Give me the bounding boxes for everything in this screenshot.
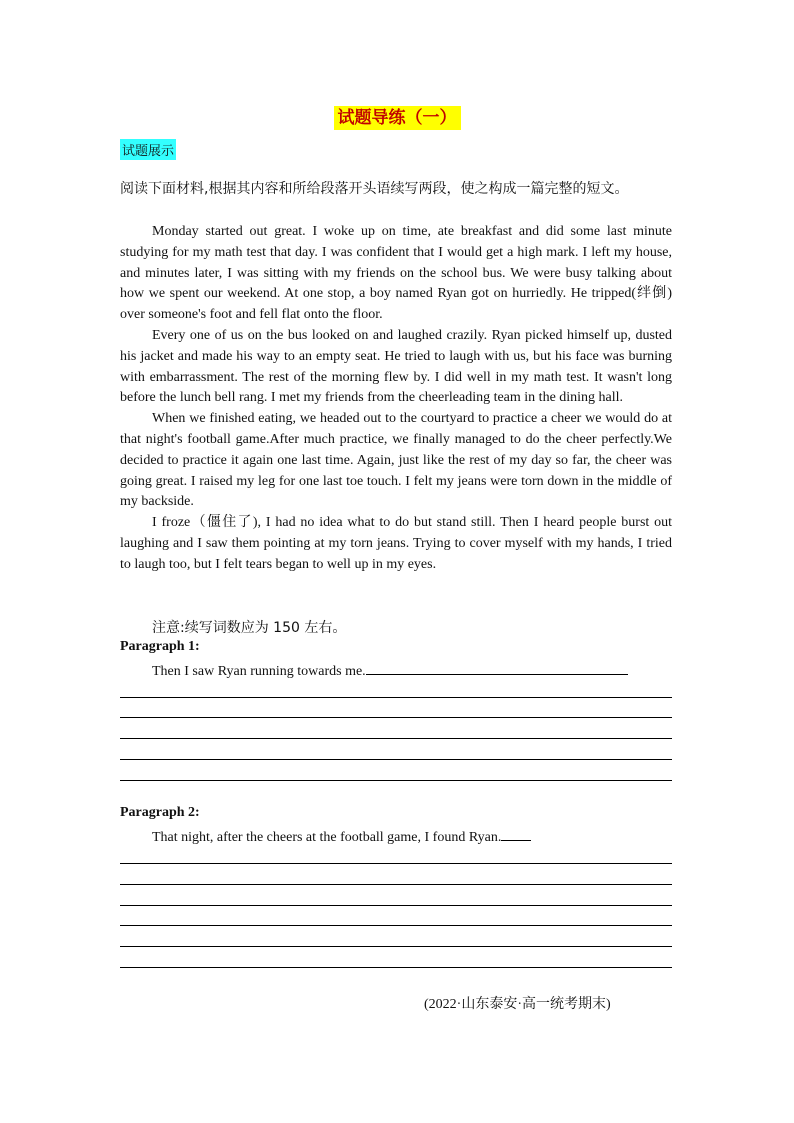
answer-blank[interactable] <box>366 660 628 675</box>
source-citation: (2022·山东泰安·高一统考期末) <box>424 997 611 1012</box>
page-title <box>0 103 794 128</box>
passage-paragraph: When we finished eating, we headed out to the courtyard to practice a cheer we would do at that night's football game.After much practice, we finally managed to do the cheer perfectly.We decided to practice it again one last time. Again, just like the rest of my day so far, the cheer was going great. I raised my leg for one last toe touch. I felt my jeans were torn down in the middle of my backside. <box>120 411 672 510</box>
paragraph-2-start-text: That night, after the cheers at the football game, I found Ryan. <box>152 830 502 845</box>
answer-blank[interactable] <box>501 826 531 841</box>
instruction-text: 阅读下面材料,根据其内容和所给段落开头语续写两段，使之构成一篇完整的短文。 <box>120 181 629 197</box>
writing-line[interactable] <box>120 884 672 885</box>
passage-paragraph: Every one of us on the bus looked on and laughed crazily. Ryan picked himself up, dusted his jacket and made his way to an empty seat. He tried to laugh with us, but his face was burning with embarrassment. The rest of the morning flew by. I did well in my math test. It wasn't long before the lunch bell rang. I met my friends from the cheerleading team in the dining hall. <box>120 327 672 406</box>
writing-line[interactable] <box>120 925 672 926</box>
word-count-note: 注意:续写词数应为 150 左右。 <box>152 620 347 636</box>
paragraph-1-start <box>152 660 628 680</box>
section-label: 试题展示 <box>120 139 176 160</box>
writing-line[interactable] <box>120 780 672 781</box>
writing-line[interactable] <box>120 863 672 864</box>
paragraph-2-start <box>152 826 531 846</box>
writing-line[interactable] <box>120 946 672 947</box>
title-text: 试题导练（一） <box>334 106 461 130</box>
writing-line[interactable] <box>120 697 672 698</box>
writing-line[interactable] <box>120 717 672 718</box>
writing-line[interactable] <box>120 967 672 968</box>
paragraph-1-heading: Paragraph 1: <box>120 639 200 654</box>
reading-passage <box>120 222 672 576</box>
passage-paragraph: I froze（僵住了), I had no idea what to do but stand still. Then I heard people burst out laughing and I saw them pointing at my torn jeans. Trying to cover myself with my hands, I tried to laugh too, but I felt tears began to well up in my eyes. <box>120 515 672 572</box>
writing-line[interactable] <box>120 738 672 739</box>
writing-line[interactable] <box>120 759 672 760</box>
paragraph-1-start-text: Then I saw Ryan running towards me. <box>152 664 366 679</box>
passage-paragraph: Monday started out great. I woke up on time, ate breakfast and did some last minute studying for my math test that day. I was confident that I would get a high mark. I left my house, and minutes later, I was sitting with my friends on the school bus. We were busy talking about how we spent our weekend. At one stop, a boy named Ryan got on hurriedly. He tripped(绊倒) over someone's foot and fell flat onto the floor. <box>120 224 672 323</box>
paragraph-2-heading: Paragraph 2: <box>120 805 200 820</box>
writing-line[interactable] <box>120 905 672 906</box>
